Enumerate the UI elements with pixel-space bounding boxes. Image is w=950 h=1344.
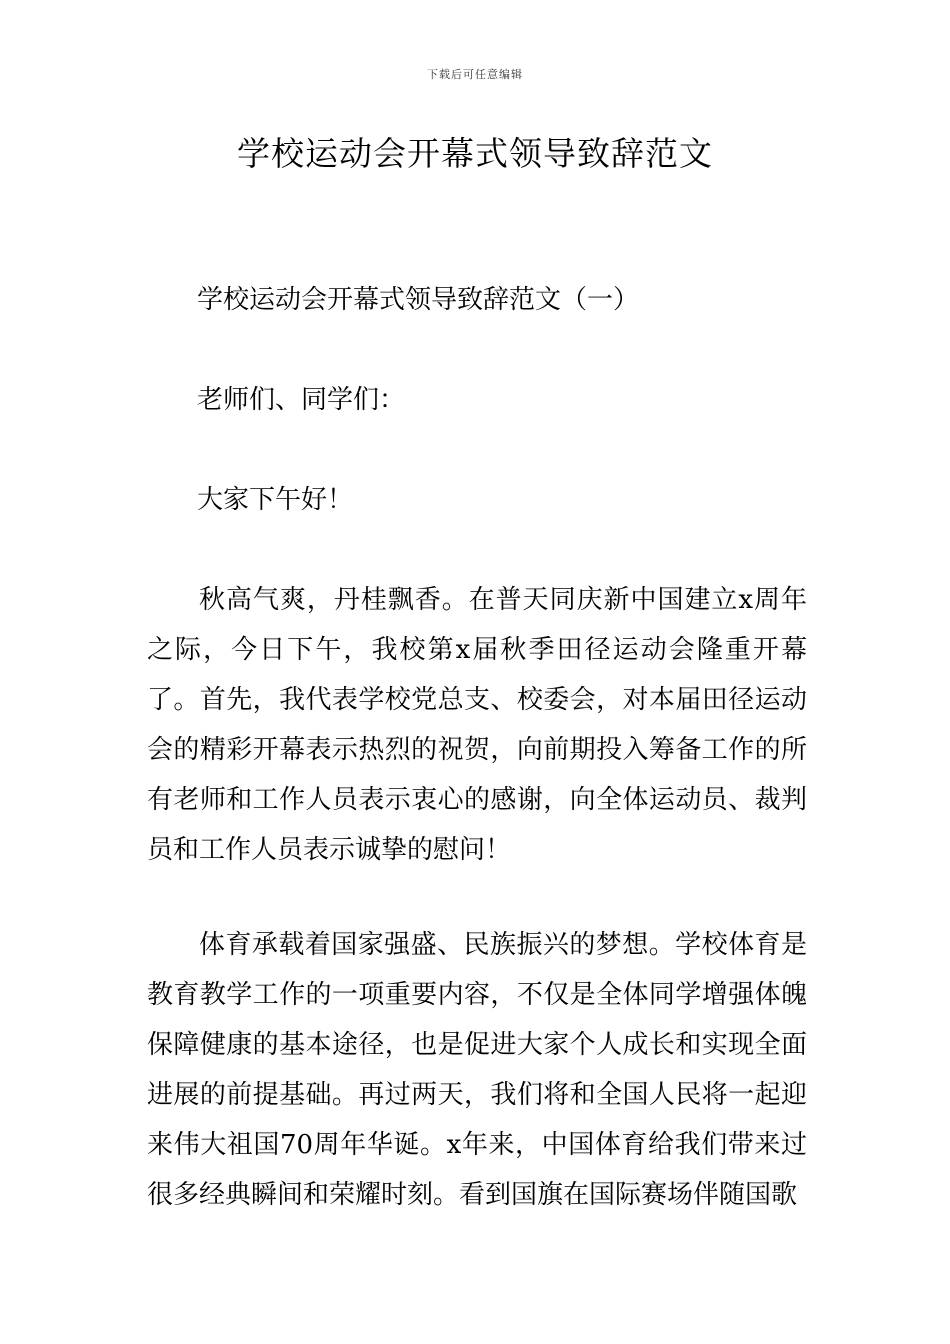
body-paragraph-2: 体育承载着国家强盛、民族振兴的梦想。学校体育是教育教学工作的一项重要内容，不仅是全体同学增强体魄保障健康的基本途径，也是促进大家个人成长和实现全面进展的前提基础。再过两天，我们将和全国人民将一起迎来伟大祖国70周年华诞。x年来，中国体育给我们带来过很多经典瞬间和荣耀时刻。看到国旗在国际赛场伴随国歌 [147, 930, 807, 1210]
section-heading: 学校运动会开幕式领导致辞范文（一） [197, 285, 640, 315]
header-note: 下载后可任意编辑 [427, 68, 523, 81]
salutation: 老师们、同学们： [197, 385, 406, 415]
greeting: 大家下午好！ [197, 485, 354, 515]
body-paragraph-1: 秋高气爽，丹桂飘香。在普天同庆新中国建立x周年之际，今日下午，我校第x届秋季田径运动会隆重开幕了。首先，我代表学校党总支、校委会，对本届田径运动会的精彩开幕表示热烈的祝贺，向前期投入筹备工作的所有老师和工作人员表示衷心的感谢，向全体运动员、裁判员和工作人员表示诚挚的慰问！ [147, 585, 807, 865]
document-title: 学校运动会开幕式领导致辞范文 [237, 134, 713, 173]
